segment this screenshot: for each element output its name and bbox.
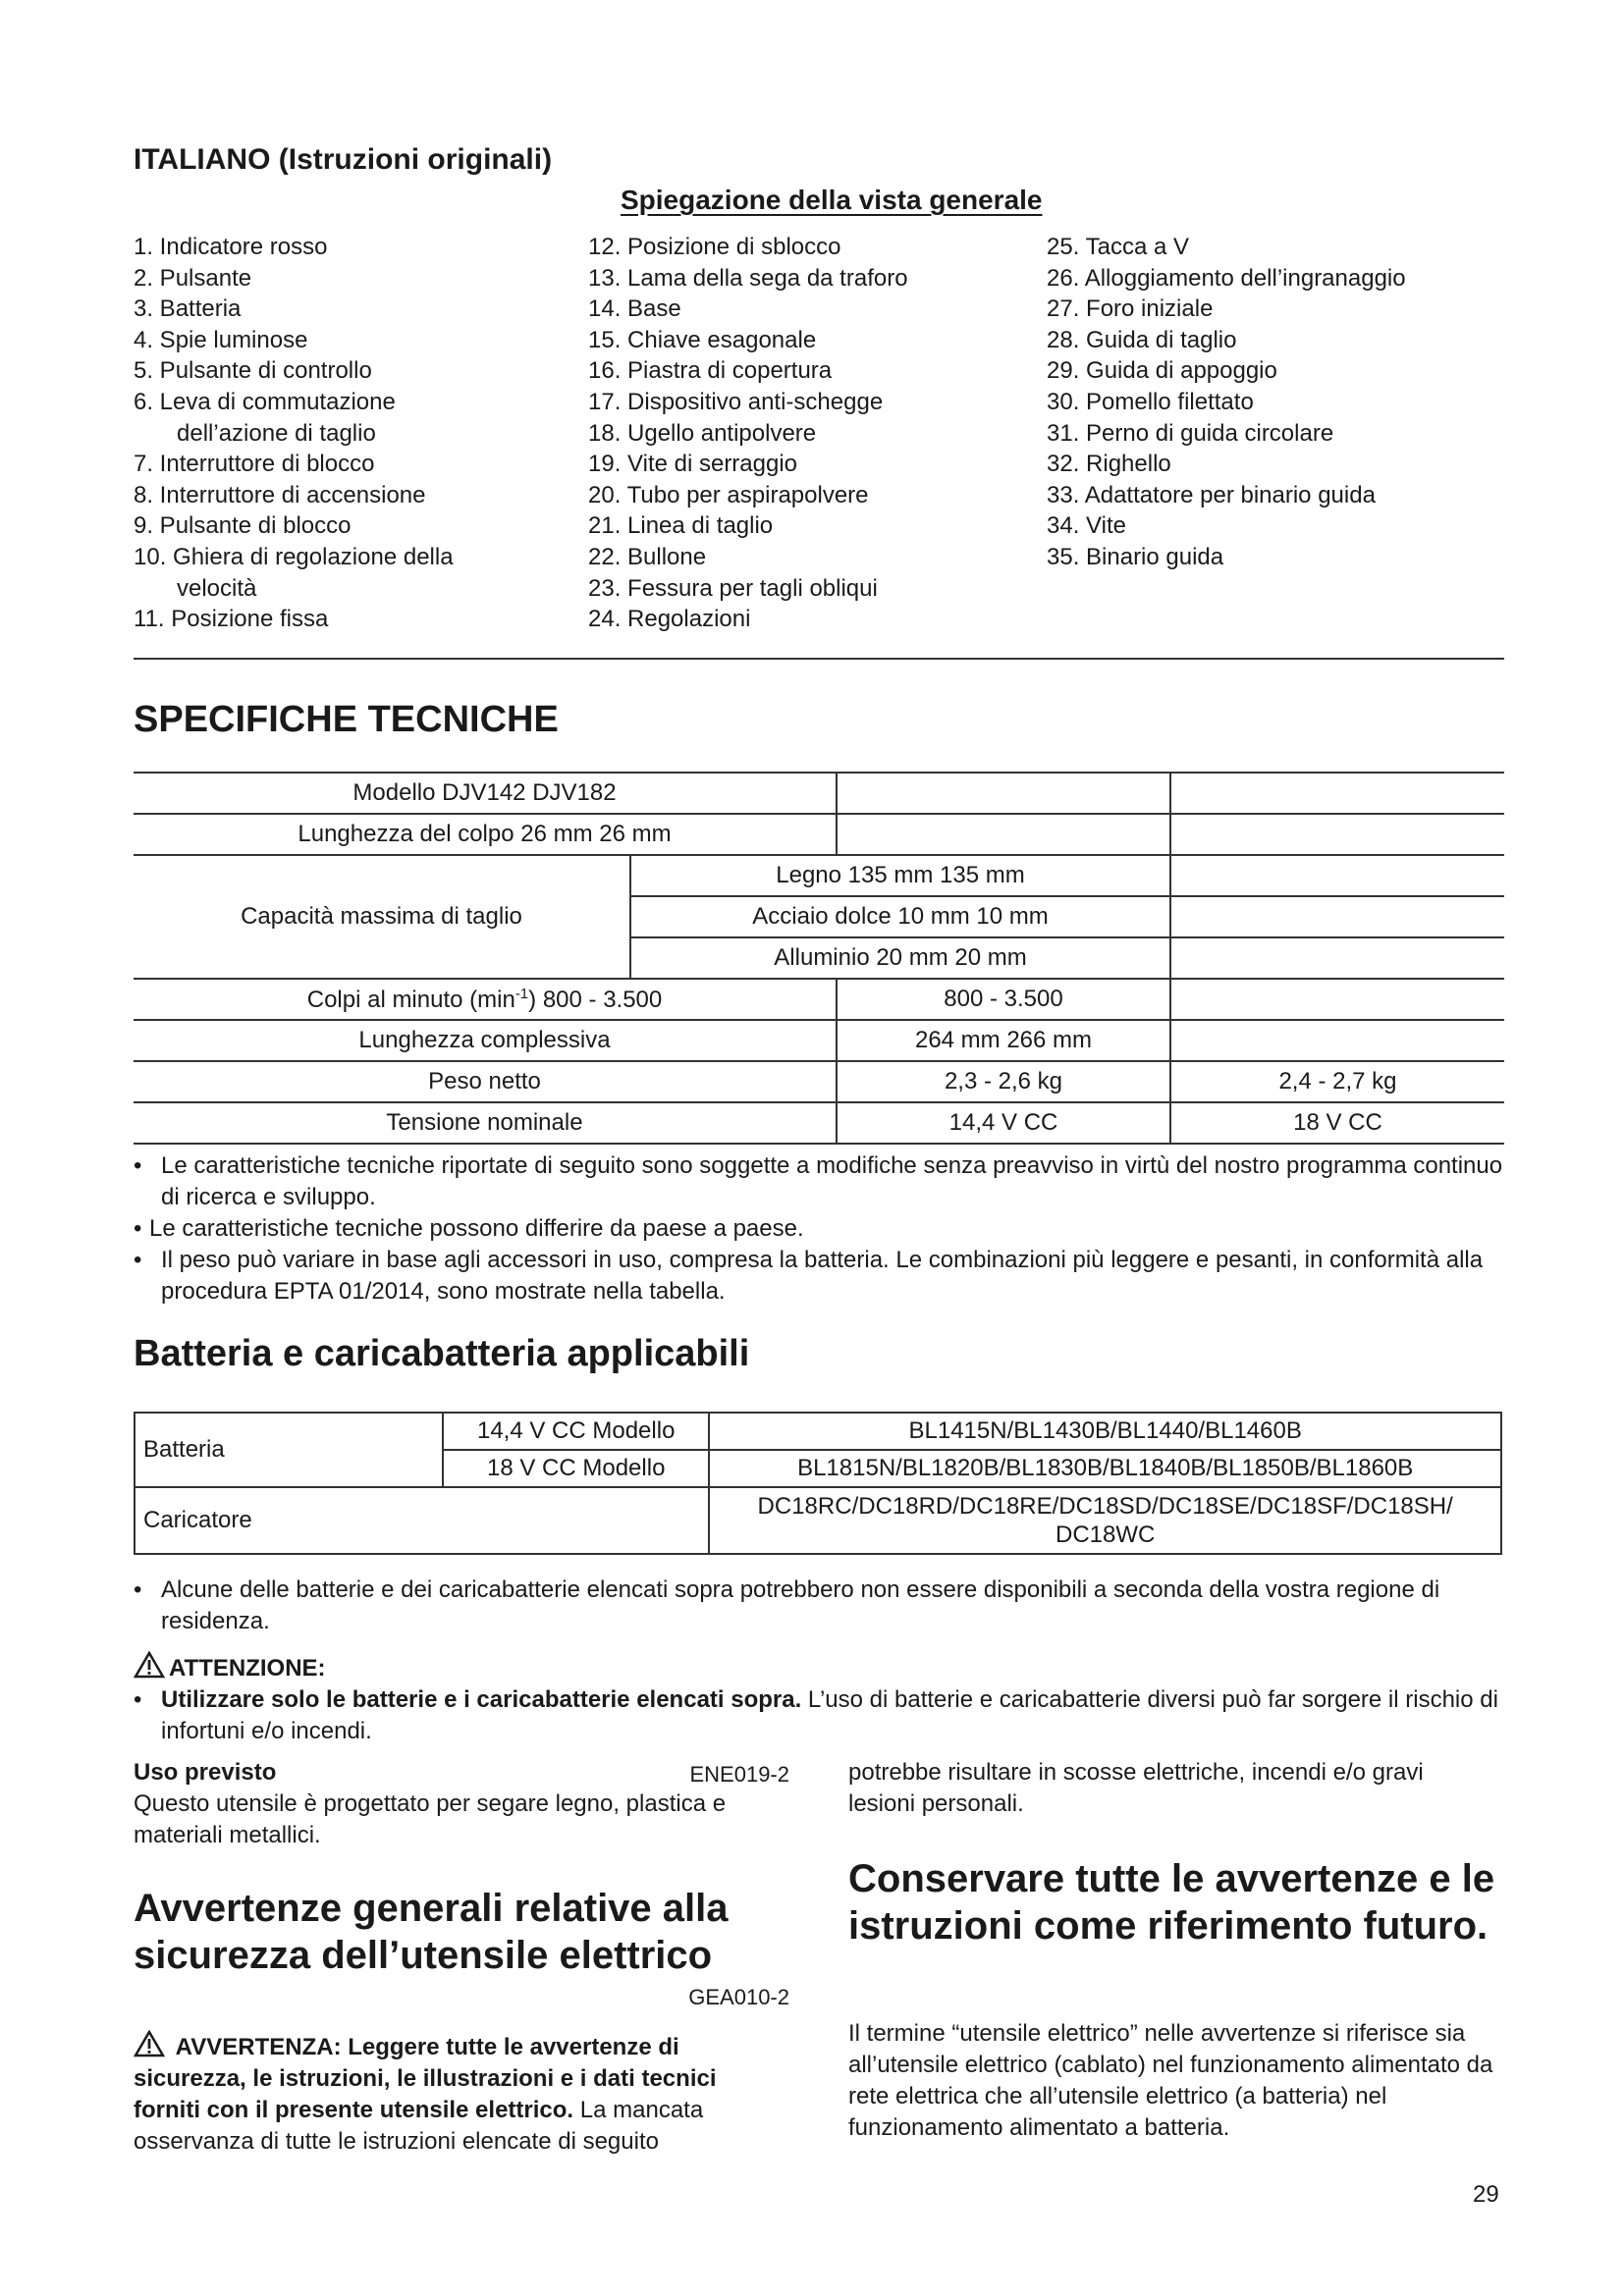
- spec-stroke: Lunghezza del colpo 26 mm 26 mm: [134, 814, 837, 855]
- table-cell: [1170, 814, 1504, 855]
- warning-triangle-icon: [134, 2030, 165, 2057]
- spec-voltage-b: 18 V CC: [1170, 1102, 1504, 1144]
- table-row: [135, 1487, 1501, 1554]
- battery-title: Batteria e caricabatteria applicabili: [134, 1333, 750, 1374]
- part-item: 14. Base: [588, 295, 681, 323]
- general-warning-text: La mancata osservanza di tutte le istruzioni elencate di seguito: [134, 2097, 704, 2155]
- battery-note: Alcune delle batterie e dei caricabatterie elencati sopra potrebbero non essere disponibili a seconda della vostra regione di residenza.: [161, 1576, 1440, 1634]
- part-item: 35. Binario guida: [1047, 543, 1224, 570]
- battery-table: [134, 1412, 1502, 1555]
- table-row: [134, 814, 1504, 855]
- spec-capacity-wood: Legno 135 mm 135 mm: [630, 855, 1170, 896]
- part-item: 10. Ghiera di regolazione della: [134, 543, 454, 570]
- general-warnings-title: Avvertenze generali relative alla sicurezza dell’utensile elettrico: [134, 1887, 729, 1977]
- table-cell: [1170, 896, 1504, 937]
- part-item-continuation: velocità: [177, 574, 257, 602]
- part-item: 30. Pomello filettato: [1047, 388, 1254, 415]
- parts-list-column-3: [1047, 232, 1508, 573]
- language-title: ITALIANO (Istruzioni originali): [134, 143, 553, 176]
- charger-list-line: DC18RC/DC18RD/DC18RE/DC18SD/DC18SE/DC18SF/DC18SH/: [757, 1493, 1453, 1520]
- spec-spm-text: Colpi al minuto (min: [306, 986, 515, 1013]
- spec-spm-rest: ) 800 - 3.500: [528, 986, 663, 1013]
- bullet: •: [134, 1247, 142, 1273]
- table-row: [134, 1102, 1504, 1144]
- spec-weight-b: 2,4 - 2,7 kg: [1170, 1061, 1504, 1102]
- table-row: [134, 979, 1504, 1020]
- warning-continuation: potrebbe risultare in scosse elettriche, incendi e/o gravi lesioni personali.: [848, 1759, 1424, 1817]
- attention-heading-text: ATTENZIONE:: [169, 1655, 326, 1682]
- keep-instructions-title: Conservare tutte le avvertenze e le istruzioni come riferimento futuro.: [848, 1857, 1495, 1948]
- list-item: [134, 1150, 1508, 1213]
- intended-use-header: [134, 1757, 789, 1789]
- part-item: 22. Bullone: [588, 543, 707, 570]
- parts-list-column-1: [134, 232, 566, 635]
- battery-model-144: 14,4 V CC Modello: [443, 1413, 709, 1450]
- spec-capacity-steel: Acciaio dolce 10 mm 10 mm: [630, 896, 1170, 937]
- section-divider: [134, 658, 1504, 660]
- intended-use-block: [134, 1757, 789, 1851]
- intended-use-title: Uso previsto: [134, 1759, 277, 1786]
- part-item: 20. Tubo per aspirapolvere: [588, 481, 869, 508]
- part-item: 15. Chiave esagonale: [588, 326, 817, 353]
- intended-use-text: Questo utensile è progettato per segare legno, plastica e materiali metallici.: [134, 1790, 727, 1848]
- part-item: 23. Fessura per tagli obliqui: [588, 574, 878, 602]
- list-item: [134, 1245, 1508, 1308]
- attention-rest: L’uso di batterie e caricabatterie diversi può far sorgere il rischio di infortuni e/o incendi.: [161, 1686, 1498, 1744]
- intended-use-code: ENE019-2: [689, 1762, 789, 1787]
- spec-capacity-alu: Alluminio 20 mm 20 mm: [630, 937, 1170, 979]
- table-row: [134, 1020, 1504, 1061]
- bullet: •: [134, 1576, 142, 1603]
- overview-title: Spiegazione della vista generale: [621, 185, 1043, 215]
- charger-list: [709, 1487, 1501, 1554]
- part-item: 11. Posizione fissa: [134, 606, 329, 633]
- part-item: 25. Tacca a V: [1047, 234, 1189, 260]
- part-item: 29. Guida di appoggio: [1047, 357, 1277, 385]
- page-number: 29: [1473, 2181, 1499, 2208]
- bullet: •: [134, 1686, 142, 1713]
- charger-label: Caricatore: [135, 1487, 709, 1554]
- part-item: 27. Foro iniziale: [1047, 295, 1214, 323]
- battery-model-18: 18 V CC Modello: [443, 1450, 709, 1487]
- table-row: [135, 1413, 1501, 1450]
- spec-capacity-label: Capacità massima di taglio: [134, 855, 630, 979]
- part-item: 21. Linea di taglio: [588, 512, 774, 540]
- spec-length-label: Lunghezza complessiva: [134, 1020, 837, 1061]
- part-item: 34. Vite: [1047, 512, 1126, 540]
- battery-label: Batteria: [135, 1413, 443, 1487]
- parts-list-column-2: [588, 232, 1020, 635]
- table-cell: [1170, 1020, 1504, 1061]
- warning-triangle-icon: [134, 1651, 165, 1679]
- part-item: 6. Leva di commutazione: [134, 388, 396, 415]
- note-text: Le caratteristiche tecniche riportate di seguito sono soggette a modifiche senza preavviso in virtù del nostro programma continuo di ricerca e sviluppo.: [161, 1152, 1503, 1210]
- attention-bold: Utilizzare solo le batterie e i caricabatterie elencati sopra.: [161, 1686, 802, 1713]
- table-row: [134, 855, 1504, 896]
- note-text: Il peso può variare in base agli accessori in uso, compresa la batteria. Le combinazioni più leggere e pesanti, in conformità alla procedura EPTA 01/2014, sono mostrate nella tabella.: [161, 1247, 1484, 1305]
- part-item: 17. Dispositivo anti-schegge: [588, 388, 884, 415]
- table-cell: [1170, 937, 1504, 979]
- general-warning-bold: AVVERTENZA: Leggere tutte le avvertenze di sicurezza, le istruzioni, le illustrazioni e i dati tecnici forniti con il presente utensile elettrico.: [134, 2034, 717, 2123]
- spec-spm-label: [134, 979, 837, 1020]
- spec-spm-value: 800 - 3.500: [837, 979, 1170, 1020]
- part-item: 1. Indicatore rosso: [134, 234, 328, 260]
- spec-weight-a: 2,3 - 2,6 kg: [837, 1061, 1170, 1102]
- part-item: 3. Batteria: [134, 295, 242, 323]
- spec-weight-label: Peso netto: [134, 1061, 837, 1102]
- table-cell: [837, 814, 1170, 855]
- part-item: 7. Interruttore di blocco: [134, 451, 375, 478]
- battery-list-18: BL1815N/BL1820B/BL1830B/BL1840B/BL1850B/BL1860B: [709, 1450, 1501, 1487]
- part-item: 18. Ugello antipolvere: [588, 419, 817, 447]
- table-row: [134, 1061, 1504, 1102]
- part-item-continuation: dell’azione di taglio: [177, 419, 376, 447]
- bullet: •: [134, 1152, 142, 1179]
- attention-heading: [134, 1651, 326, 1682]
- table-cell: [837, 773, 1170, 814]
- spec-model: Modello DJV142 DJV182: [134, 773, 837, 814]
- list-item: [134, 1575, 1508, 1637]
- specs-table: [134, 772, 1504, 1145]
- table-row: [134, 773, 1504, 814]
- battery-list-144: BL1415N/BL1430B/BL1440/BL1460B: [709, 1413, 1501, 1450]
- part-item: 13. Lama della sega da traforo: [588, 264, 908, 292]
- part-item: 16. Piastra di copertura: [588, 357, 833, 385]
- attention-text: [134, 1684, 1508, 1747]
- list-item: [134, 1213, 1508, 1245]
- part-item: 32. Righello: [1047, 451, 1171, 478]
- charger-list-line: DC18WC: [1056, 1522, 1156, 1548]
- part-item: 19. Vite di serraggio: [588, 451, 798, 478]
- table-cell: [1170, 773, 1504, 814]
- part-item: 12. Posizione di sblocco: [588, 234, 841, 260]
- part-item: 26. Alloggiamento dell’ingranaggio: [1047, 264, 1406, 292]
- general-warning-paragraph: [134, 2030, 772, 2158]
- list-item: [134, 1684, 1508, 1747]
- part-item: 4. Spie luminose: [134, 326, 308, 353]
- part-item: 8. Interruttore di accensione: [134, 481, 426, 508]
- part-item: 28. Guida di taglio: [1047, 326, 1237, 353]
- spec-spm-superscript: -1: [514, 985, 529, 1002]
- part-item: 2. Pulsante: [134, 264, 252, 292]
- spec-length-value: 264 mm 266 mm: [837, 1020, 1170, 1061]
- part-item: 33. Adattatore per binario guida: [1047, 481, 1376, 508]
- table-cell: [1170, 979, 1504, 1020]
- part-item: 24. Regolazioni: [588, 606, 751, 633]
- general-warnings-code: GEA010-2: [688, 1985, 789, 2009]
- spec-voltage-label: Tensione nominale: [134, 1102, 837, 1144]
- bullet: •: [134, 1215, 142, 1242]
- part-item: 9. Pulsante di blocco: [134, 512, 352, 540]
- part-item: 31. Perno di guida circolare: [1047, 419, 1334, 447]
- specs-title: SPECIFICHE TECNICHE: [134, 699, 559, 740]
- power-tool-term-text: Il termine “utensile elettrico” nelle avvertenze si riferisce sia all’utensile elettrico (cablato) nel funzionamento alimentato da rete elettrica che all’utensile elettrico (a batteria) nel funzionamento alimentato a batteria.: [848, 2020, 1493, 2141]
- part-item: 5. Pulsante di controllo: [134, 357, 372, 385]
- spec-voltage-a: 14,4 V CC: [837, 1102, 1170, 1144]
- note-text: Le caratteristiche tecniche possono differire da paese a paese.: [149, 1215, 804, 1242]
- table-cell: [1170, 855, 1504, 896]
